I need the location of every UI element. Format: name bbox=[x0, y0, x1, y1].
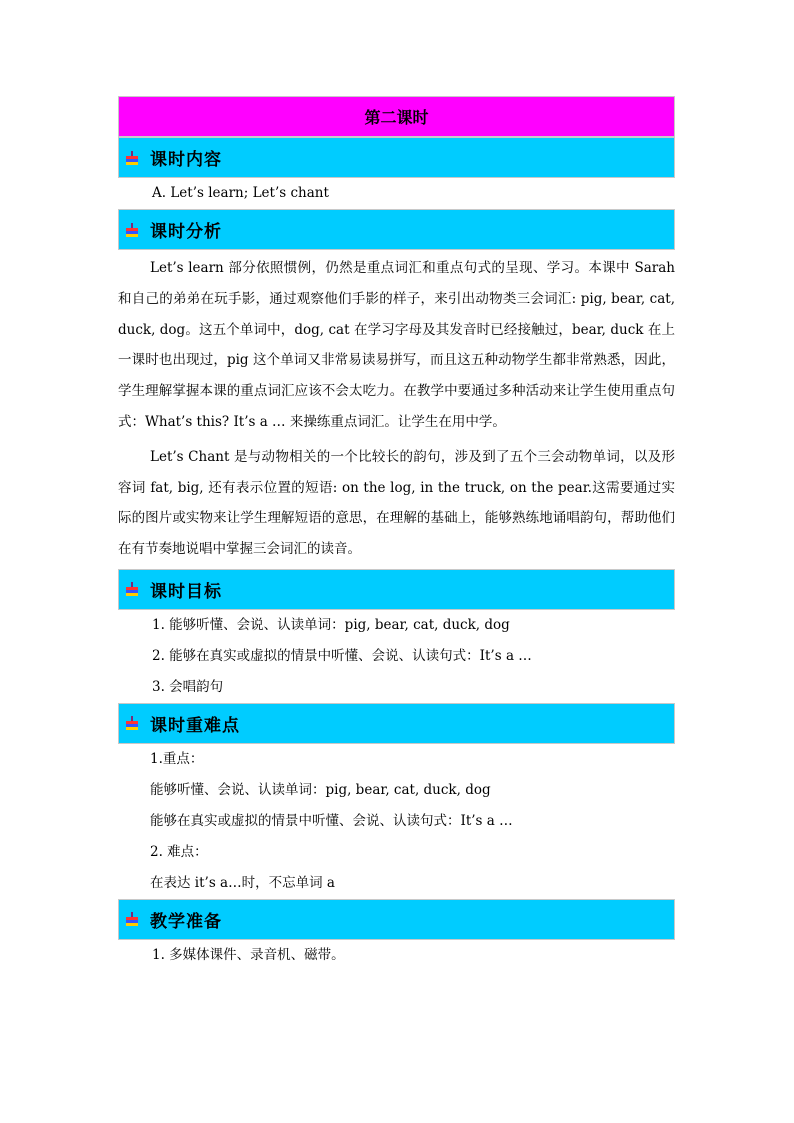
section-heading-text: 教学准备 bbox=[150, 911, 222, 932]
lesson-title-text: 第二课时 bbox=[364, 108, 429, 127]
book-stack-icon bbox=[125, 912, 139, 926]
section-heading-goals bbox=[118, 569, 675, 610]
prep-item: 1. 多媒体课件、录音机、磁带。 bbox=[152, 946, 345, 963]
book-stack-icon bbox=[125, 223, 139, 237]
section-heading-content bbox=[118, 137, 675, 178]
key-item: 能够在真实或虚拟的情景中听懂、会说、认读句式：It’s a … bbox=[150, 812, 513, 829]
analysis-paragraph-2: Let’s Chant 是与动物相关的一个比较长的韵句，涉及到了五个三会动物单词，以及形容词 fat, big, 还有表示位置的短语: on the log, in the truck, on the pear.这需要通过实际的图片或实物来让学生理解短语的意思，在理解的基础上，能够熟练地诵唱韵句，帮助他们在有节奏地说唱中掌握三会词汇的读音。 bbox=[118, 448, 675, 558]
section-heading-keypoints bbox=[118, 703, 675, 744]
goal-item: 2. 能够在真实或虚拟的情景中听懂、会说、认读句式：It’s a … bbox=[152, 647, 532, 664]
section-heading-analysis bbox=[118, 209, 675, 250]
content-line: A. Let’s learn; Let’s chant bbox=[152, 185, 329, 201]
section-heading-text: 课时分析 bbox=[150, 222, 222, 242]
hard-item: 在表达 it’s a…时，不忘单词 a bbox=[150, 874, 335, 891]
book-stack-icon bbox=[125, 716, 139, 730]
analysis-paragraph-1: Let’s learn 部分依照惯例，仍然是重点词汇和重点句式的呈现、学习。本课中 Sarah 和自己的弟弟在玩手影，通过观察他们手影的样子，来引出动物类三会词汇: pig, bear, cat, duck, dog。这五个单词中，dog, cat 在学习字母及其发音时已经接触过，bear, duck 在上一课时也出现过，pig 这个单词又非常易读易拼写，而且这五种动物学生都非常熟悉，因此，学生理解掌握本课的重点词汇应该不会太吃力。在教学中要通过多种活动来让学生使用重点句式：What’s this? It’s a … 来操练重点词汇。让学生在用中学。 bbox=[118, 260, 675, 430]
section-heading-text: 课时重难点 bbox=[150, 715, 240, 736]
lesson-plan bbox=[118, 96, 675, 971]
key-label: 1.重点： bbox=[150, 750, 204, 767]
goal-item: 3. 会唱韵句 bbox=[152, 678, 224, 695]
hard-label: 2. 难点： bbox=[150, 843, 208, 860]
lesson-title bbox=[118, 96, 675, 137]
book-stack-icon bbox=[125, 151, 139, 165]
section-heading-text: 课时内容 bbox=[150, 150, 222, 170]
section-heading-prep bbox=[118, 899, 675, 940]
goal-item: 1. 能够听懂、会说、认读单词：pig, bear, cat, duck, dog bbox=[152, 616, 510, 633]
book-stack-icon bbox=[125, 582, 139, 596]
key-item: 能够听懂、会说、认读单词：pig, bear, cat, duck, dog bbox=[150, 781, 491, 798]
section-heading-text: 课时目标 bbox=[150, 581, 222, 602]
